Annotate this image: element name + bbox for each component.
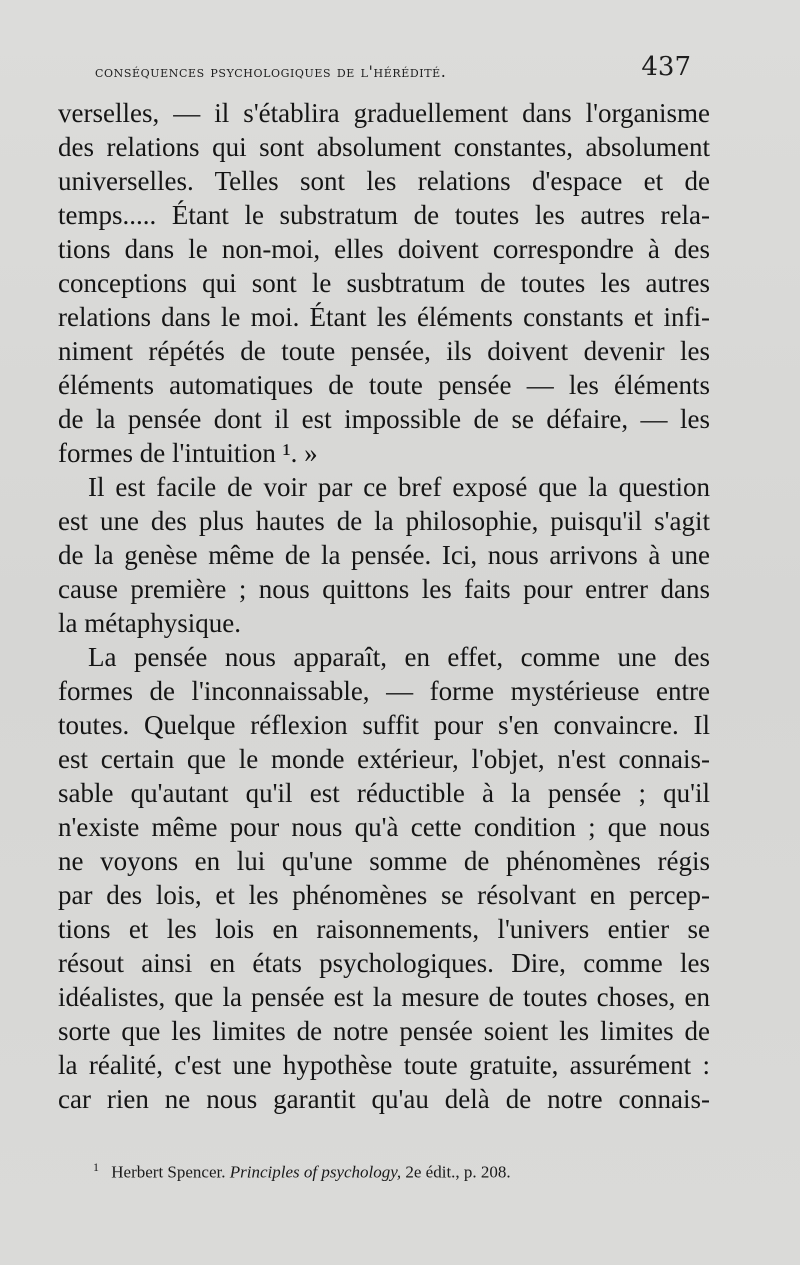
footnote-mark: 1 [93,1160,99,1174]
text-line: résout ainsi en états psychologiques. Dire, comme les [58,948,710,978]
text-line: est une des plus hautes de la philosophie, puisqu'il s'agit [58,506,710,536]
text-line: cause première ; nous quittons les faits pour entrer dans [58,574,710,604]
text-line: éléments automatiques de toute pensée — les éléments [58,370,710,400]
text-line: par des lois, et les phénomènes se résolvant en percep- [58,880,710,910]
text-line: formes de l'inconnaissable, — forme mystérieuse entre [58,676,710,706]
running-head: conséquences psychologiques de l'hérédité. [95,62,447,81]
text-line: la métaphysique. [58,608,241,638]
text-line: n'existe même pour nous qu'à cette condition ; que nous [58,812,710,842]
footnote-edition: 2e édit., p. 208. [405,1162,511,1182]
text-line: verselles, — il s'établira graduellement dans l'organisme [58,98,710,128]
text-line: ne voyons en lui qu'une somme de phénomènes régis [58,846,710,876]
text-line: Il est facile de voir par ce bref exposé que la question [88,472,710,502]
footnote [93,1160,693,1183]
text-line: est certain que le monde extérieur, l'objet, n'est connais- [58,744,710,774]
text-line: niment répétés de toute pensée, ils doivent devenir les [58,336,710,366]
text-line: toutes. Quelque réflexion suffit pour s'en convaincre. Il [58,710,710,740]
text-line: formes de l'intuition ¹. » [58,438,318,468]
text-line: car rien ne nous garantit qu'au delà de notre connais- [58,1084,710,1114]
text-line: La pensée nous apparaît, en effet, comme une des [88,642,710,672]
footnote-title: Principles of psychology, [229,1162,402,1182]
text-line: idéalistes, que la pensée est la mesure de toutes choses, en [58,982,710,1012]
text-line: sorte que les limites de notre pensée soient les limites de [58,1016,710,1046]
text-line: relations dans le moi. Étant les éléments constants et infi- [58,302,710,332]
text-line: tions dans le non-moi, elles doivent correspondre à des [58,234,710,264]
page-header [95,50,695,90]
text-line: de la pensée dont il est impossible de se défaire, — les [58,404,710,434]
text-line: universelles. Telles sont les relations d'espace et de [58,166,710,196]
text-line: tions et les lois en raisonnements, l'univers entier se [58,914,710,944]
text-line: la réalité, c'est une hypothèse toute gratuite, assurément : [58,1050,710,1080]
page-number: 437 [641,52,691,82]
main-text [58,96,710,1116]
text-line: des relations qui sont absolument constantes, absolument [58,132,710,162]
text-line: sable qu'autant qu'il est réductible à la pensée ; qu'il [58,778,710,808]
footnote-author: Herbert Spencer. [111,1162,226,1182]
text-line: temps..... Étant le substratum de toutes les autres rela- [58,200,710,230]
text-line: de la genèse même de la pensée. Ici, nous arrivons à une [58,540,710,570]
text-line: conceptions qui sont le susbtratum de toutes les autres [58,268,710,298]
